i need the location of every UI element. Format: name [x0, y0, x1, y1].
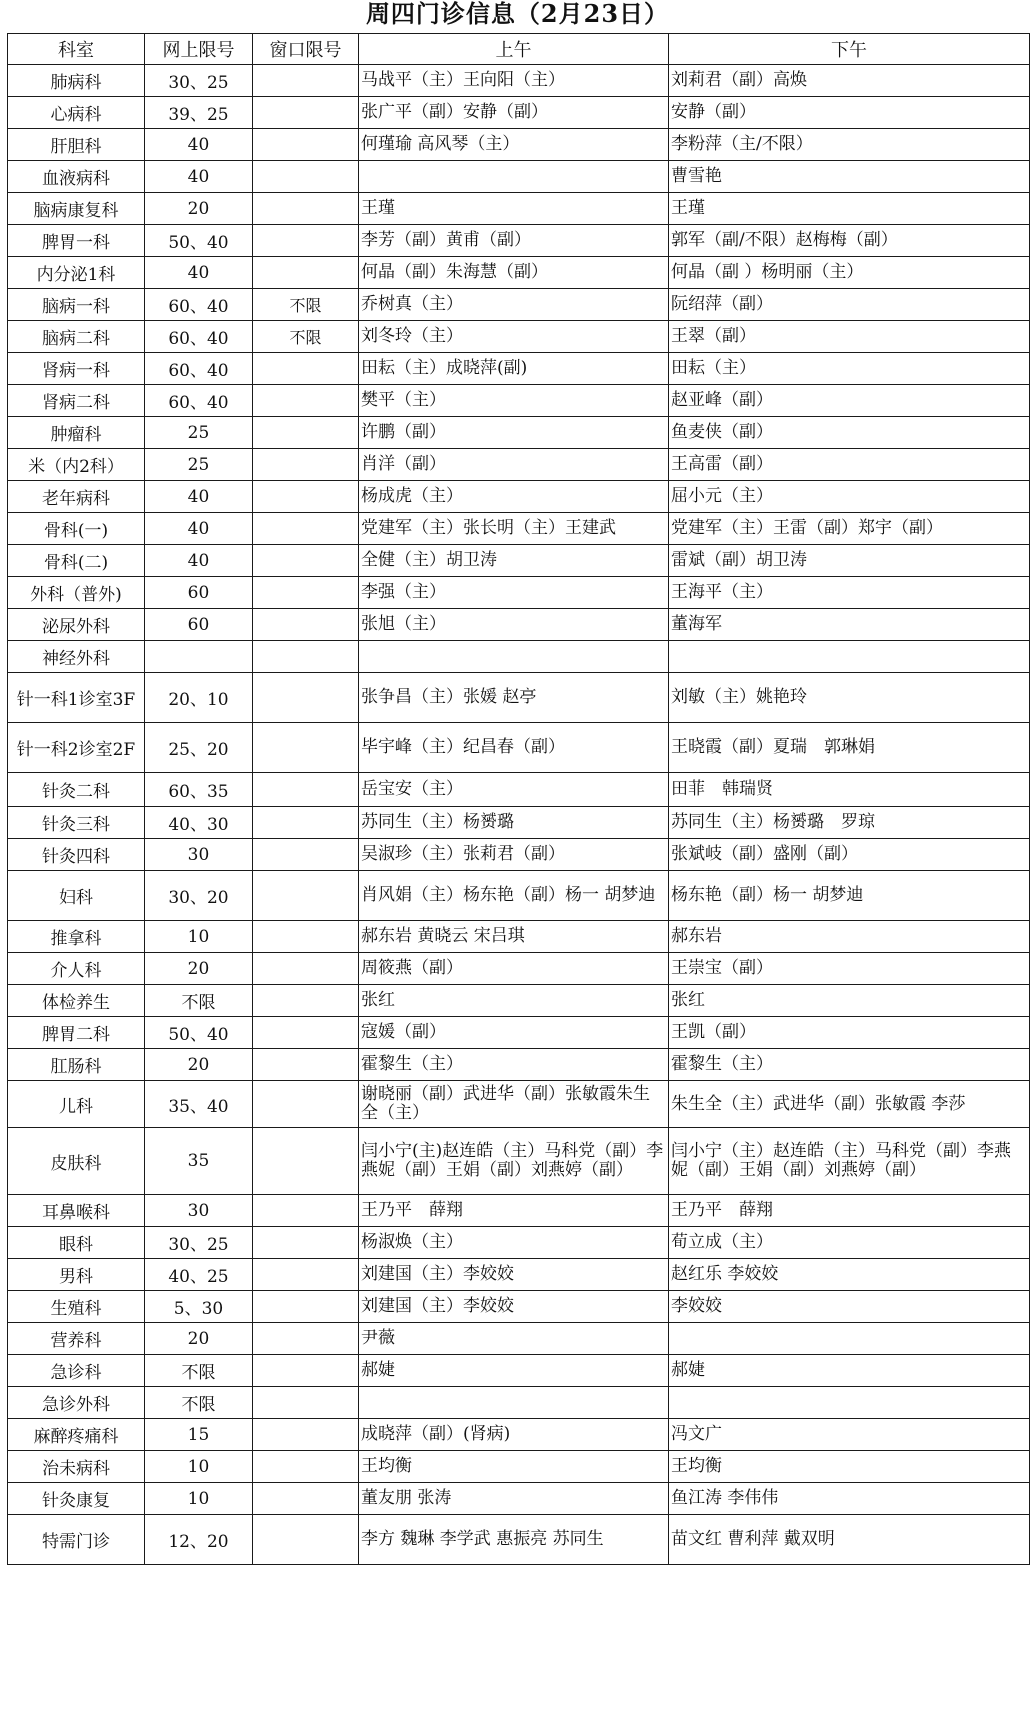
- online-cell: 5、30: [145, 1291, 253, 1323]
- dept-cell: 肾病一科: [8, 353, 145, 385]
- pm-cell: 赵亚峰（副）: [669, 385, 1030, 417]
- dept-cell: 皮肤科: [8, 1128, 145, 1195]
- window-cell: [253, 1515, 359, 1565]
- online-cell: 20: [145, 1323, 253, 1355]
- table-row: [8, 1323, 1030, 1355]
- online-cell: 10: [145, 1451, 253, 1483]
- window-cell: [253, 985, 359, 1017]
- table-row: [8, 1387, 1030, 1419]
- dept-cell: 骨科(二): [8, 545, 145, 577]
- table-row: [8, 871, 1030, 921]
- pm-cell: 刘敏（主）姚艳玲: [669, 673, 1030, 723]
- dept-cell: 心病科: [8, 97, 145, 129]
- am-cell: 吴淑珍（主）张莉君（副）: [359, 839, 669, 871]
- online-cell: 60: [145, 609, 253, 641]
- pm-cell: 王乃平 薛翔: [669, 1195, 1030, 1227]
- table-row: [8, 545, 1030, 577]
- window-cell: [253, 1483, 359, 1515]
- online-cell: 60、40: [145, 385, 253, 417]
- window-cell: [253, 161, 359, 193]
- window-cell: [253, 225, 359, 257]
- window-cell: [253, 1451, 359, 1483]
- dept-cell: 特需门诊: [8, 1515, 145, 1565]
- am-cell: 李芳（副）黄甫（副）: [359, 225, 669, 257]
- pm-cell: [669, 641, 1030, 673]
- pm-cell: 田菲 韩瑞贤: [669, 773, 1030, 807]
- window-cell: [253, 1081, 359, 1128]
- window-cell: [253, 1387, 359, 1419]
- pm-cell: 党建军（主）王雷（副）郑宇（副）: [669, 513, 1030, 545]
- dept-cell: 麻醉疼痛科: [8, 1419, 145, 1451]
- am-cell: 谢晓丽（副）武进华（副）张敏霞朱生全（主）: [359, 1081, 669, 1128]
- table-row: [8, 1451, 1030, 1483]
- pm-cell: 苗文红 曹利萍 戴双明: [669, 1515, 1030, 1565]
- pm-cell: 朱生全（主）武进华（副）张敏霞 李莎: [669, 1081, 1030, 1128]
- online-cell: 30、25: [145, 65, 253, 97]
- window-cell: [253, 577, 359, 609]
- table-row: [8, 193, 1030, 225]
- am-cell: 岳宝安（主）: [359, 773, 669, 807]
- table-row: [8, 385, 1030, 417]
- online-cell: 40: [145, 481, 253, 513]
- dept-cell: 泌尿外科: [8, 609, 145, 641]
- am-cell: 刘建国（主）李姣姣: [359, 1291, 669, 1323]
- table-row: [8, 1128, 1030, 1195]
- window-cell: [253, 545, 359, 577]
- pm-cell: 安静（副）: [669, 97, 1030, 129]
- pm-cell: 田耘（主）: [669, 353, 1030, 385]
- am-cell: 王瑾: [359, 193, 669, 225]
- online-cell: 40: [145, 129, 253, 161]
- pm-cell: 荀立成（主）: [669, 1227, 1030, 1259]
- pm-cell: 曹雪艳: [669, 161, 1030, 193]
- table-row: [8, 1017, 1030, 1049]
- window-cell: [253, 1323, 359, 1355]
- window-cell: [253, 65, 359, 97]
- am-cell: 成晓萍（副）(肾病): [359, 1419, 669, 1451]
- window-cell: [253, 921, 359, 953]
- table-row: [8, 161, 1030, 193]
- window-cell: 不限: [253, 289, 359, 321]
- table-row: [8, 1483, 1030, 1515]
- window-cell: [253, 1195, 359, 1227]
- table-row: [8, 921, 1030, 953]
- am-cell: 刘建国（主）李姣姣: [359, 1259, 669, 1291]
- am-cell: [359, 641, 669, 673]
- table-row: [8, 1195, 1030, 1227]
- online-cell: 25: [145, 449, 253, 481]
- online-cell: 30: [145, 839, 253, 871]
- am-cell: 闫小宁(主)赵连皓（主）马科党（副）李燕妮（副）王娟（副）刘燕婷（副）: [359, 1128, 669, 1195]
- dept-cell: 针一科2诊室2F: [8, 723, 145, 773]
- window-cell: [253, 257, 359, 289]
- am-cell: 王均衡: [359, 1451, 669, 1483]
- window-cell: [253, 953, 359, 985]
- dept-cell: 老年病科: [8, 481, 145, 513]
- table-row: [8, 1355, 1030, 1387]
- pm-cell: 王海平（主）: [669, 577, 1030, 609]
- pm-cell: 屈小元（主）: [669, 481, 1030, 513]
- pm-cell: 郭军（副/不限）赵梅梅（副）: [669, 225, 1030, 257]
- pm-cell: 杨东艳（副）杨一 胡梦迪: [669, 871, 1030, 921]
- dept-cell: 营养科: [8, 1323, 145, 1355]
- online-cell: 60: [145, 577, 253, 609]
- window-cell: [253, 417, 359, 449]
- dept-cell: 肺病科: [8, 65, 145, 97]
- dept-cell: 针一科1诊室3F: [8, 673, 145, 723]
- online-cell: 50、40: [145, 1017, 253, 1049]
- dept-cell: 肛肠科: [8, 1049, 145, 1081]
- am-cell: 肖洋（副）: [359, 449, 669, 481]
- header-dept: 科室: [8, 34, 145, 65]
- dept-cell: 眼科: [8, 1227, 145, 1259]
- dept-cell: 急诊外科: [8, 1387, 145, 1419]
- pm-cell: 王晓霞（副）夏瑞 郭琳娟: [669, 723, 1030, 773]
- dept-cell: 骨科(一): [8, 513, 145, 545]
- dept-cell: 急诊科: [8, 1355, 145, 1387]
- am-cell: 马战平（主）王向阳（主）: [359, 65, 669, 97]
- header-row: [8, 34, 1030, 65]
- am-cell: [359, 1387, 669, 1419]
- table-row: [8, 417, 1030, 449]
- dept-cell: 体检养生: [8, 985, 145, 1017]
- pm-cell: 董海军: [669, 609, 1030, 641]
- window-cell: [253, 641, 359, 673]
- pm-cell: [669, 1323, 1030, 1355]
- schedule-table: [7, 33, 1030, 1565]
- am-cell: 董友朋 张涛: [359, 1483, 669, 1515]
- table-row: [8, 1049, 1030, 1081]
- am-cell: 张红: [359, 985, 669, 1017]
- table-row: [8, 481, 1030, 513]
- pm-cell: 王瑾: [669, 193, 1030, 225]
- dept-cell: 肾病二科: [8, 385, 145, 417]
- pm-cell: 赵红乐 李姣姣: [669, 1259, 1030, 1291]
- online-cell: 60、40: [145, 289, 253, 321]
- pm-cell: 王凯（副）: [669, 1017, 1030, 1049]
- table-body: [8, 65, 1030, 1565]
- window-cell: [253, 807, 359, 839]
- dept-cell: 针灸四科: [8, 839, 145, 871]
- window-cell: [253, 513, 359, 545]
- dept-cell: 推拿科: [8, 921, 145, 953]
- dept-cell: 治未病科: [8, 1451, 145, 1483]
- dept-cell: 脑病一科: [8, 289, 145, 321]
- table-row: [8, 673, 1030, 723]
- table-row: [8, 513, 1030, 545]
- am-cell: 杨成虎（主）: [359, 481, 669, 513]
- dept-cell: 针灸二科: [8, 773, 145, 807]
- am-cell: 张争昌（主）张媛 赵亭: [359, 673, 669, 723]
- am-cell: 刘冬玲（主）: [359, 321, 669, 353]
- dept-cell: 男科: [8, 1259, 145, 1291]
- am-cell: 何晶（副）朱海慧（副）: [359, 257, 669, 289]
- pm-cell: 刘莉君（副）高焕: [669, 65, 1030, 97]
- online-cell: 15: [145, 1419, 253, 1451]
- table-row: [8, 1291, 1030, 1323]
- pm-cell: 阮绍萍（副）: [669, 289, 1030, 321]
- pm-cell: [669, 1387, 1030, 1419]
- am-cell: 霍黎生（主）: [359, 1049, 669, 1081]
- am-cell: 肖风娟（主）杨东艳（副）杨一 胡梦迪: [359, 871, 669, 921]
- table-row: [8, 577, 1030, 609]
- pm-cell: 李粉萍（主/不限）: [669, 129, 1030, 161]
- window-cell: [253, 481, 359, 513]
- window-cell: [253, 1049, 359, 1081]
- window-cell: [253, 1128, 359, 1195]
- table-row: [8, 97, 1030, 129]
- online-cell: 40: [145, 513, 253, 545]
- pm-cell: 王高雷（副）: [669, 449, 1030, 481]
- table-row: [8, 1227, 1030, 1259]
- table-row: [8, 1259, 1030, 1291]
- pm-cell: 张红: [669, 985, 1030, 1017]
- window-cell: [253, 1291, 359, 1323]
- online-cell: 30: [145, 1195, 253, 1227]
- online-cell: 20: [145, 953, 253, 985]
- am-cell: 苏同生（主）杨赟璐: [359, 807, 669, 839]
- pm-cell: 鱼麦侠（副）: [669, 417, 1030, 449]
- online-cell: 不限: [145, 985, 253, 1017]
- online-cell: 10: [145, 921, 253, 953]
- pm-cell: 李姣姣: [669, 1291, 1030, 1323]
- am-cell: 郝婕: [359, 1355, 669, 1387]
- window-cell: [253, 871, 359, 921]
- dept-cell: 脾胃二科: [8, 1017, 145, 1049]
- online-cell: 40: [145, 257, 253, 289]
- window-cell: [253, 1355, 359, 1387]
- am-cell: 张旭（主）: [359, 609, 669, 641]
- table-row: [8, 1419, 1030, 1451]
- pm-cell: 郝东岩: [669, 921, 1030, 953]
- page-title: 周四门诊信息（2月23日）: [365, 0, 670, 28]
- dept-cell: 针灸三科: [8, 807, 145, 839]
- online-cell: 40: [145, 545, 253, 577]
- online-cell: 50、40: [145, 225, 253, 257]
- table-row: [8, 225, 1030, 257]
- pm-cell: 王崇宝（副）: [669, 953, 1030, 985]
- pm-cell: 何晶（副 ）杨明丽（主）: [669, 257, 1030, 289]
- online-cell: 60、35: [145, 773, 253, 807]
- window-cell: [253, 129, 359, 161]
- online-cell: 12、20: [145, 1515, 253, 1565]
- online-cell: 不限: [145, 1355, 253, 1387]
- am-cell: 尹薇: [359, 1323, 669, 1355]
- window-cell: [253, 1259, 359, 1291]
- table-row: [8, 289, 1030, 321]
- pm-cell: 张斌岐（副）盛刚（副）: [669, 839, 1030, 871]
- dept-cell: 脾胃一科: [8, 225, 145, 257]
- table-row: [8, 1515, 1030, 1565]
- online-cell: 40: [145, 161, 253, 193]
- window-cell: [253, 723, 359, 773]
- online-cell: 60、40: [145, 321, 253, 353]
- window-cell: [253, 609, 359, 641]
- table-row: [8, 953, 1030, 985]
- table-row: [8, 65, 1030, 97]
- online-cell: 40、25: [145, 1259, 253, 1291]
- window-cell: [253, 1419, 359, 1451]
- pm-cell: 王翠（副）: [669, 321, 1030, 353]
- window-cell: [253, 193, 359, 225]
- pm-cell: 霍黎生（主）: [669, 1049, 1030, 1081]
- header-online-limit: 网上限号: [145, 34, 253, 65]
- dept-cell: 脑病二科: [8, 321, 145, 353]
- online-cell: 25、20: [145, 723, 253, 773]
- pm-cell: 冯文广: [669, 1419, 1030, 1451]
- dept-cell: 米（内2科）: [8, 449, 145, 481]
- dept-cell: 血液病科: [8, 161, 145, 193]
- window-cell: [253, 97, 359, 129]
- dept-cell: 儿科: [8, 1081, 145, 1128]
- table-row: [8, 641, 1030, 673]
- dept-cell: 耳鼻喉科: [8, 1195, 145, 1227]
- dept-cell: 脑病康复科: [8, 193, 145, 225]
- header-morning: 上午: [359, 34, 669, 65]
- am-cell: 杨淑焕（主）: [359, 1227, 669, 1259]
- table-row: [8, 609, 1030, 641]
- online-cell: 40、30: [145, 807, 253, 839]
- dept-cell: 外科（普外): [8, 577, 145, 609]
- table-row: [8, 321, 1030, 353]
- table-row: [8, 257, 1030, 289]
- online-cell: 20: [145, 193, 253, 225]
- table-row: [8, 839, 1030, 871]
- window-cell: [253, 449, 359, 481]
- am-cell: 毕宇峰（主）纪昌春（副）: [359, 723, 669, 773]
- am-cell: 周筱燕（副）: [359, 953, 669, 985]
- am-cell: 党建军（主）张长明（主）王建武: [359, 513, 669, 545]
- header-window-limit: 窗口限号: [253, 34, 359, 65]
- dept-cell: 生殖科: [8, 1291, 145, 1323]
- window-cell: [253, 353, 359, 385]
- table-row: [8, 129, 1030, 161]
- am-cell: 李强（主）: [359, 577, 669, 609]
- table-row: [8, 353, 1030, 385]
- am-cell: 全健（主）胡卫涛: [359, 545, 669, 577]
- dept-cell: 针灸康复: [8, 1483, 145, 1515]
- online-cell: 25: [145, 417, 253, 449]
- table-row: [8, 985, 1030, 1017]
- dept-cell: 肿瘤科: [8, 417, 145, 449]
- dept-cell: 肝胆科: [8, 129, 145, 161]
- online-cell: 10: [145, 1483, 253, 1515]
- online-cell: 35、40: [145, 1081, 253, 1128]
- online-cell: 35: [145, 1128, 253, 1195]
- am-cell: 樊平（主）: [359, 385, 669, 417]
- am-cell: 李方 魏琳 李学武 惠振亮 苏同生: [359, 1515, 669, 1565]
- online-cell: 60、40: [145, 353, 253, 385]
- am-cell: 郝东岩 黄晓云 宋吕琪: [359, 921, 669, 953]
- header-afternoon: 下午: [669, 34, 1030, 65]
- table-row: [8, 449, 1030, 481]
- window-cell: [253, 773, 359, 807]
- am-cell: 张广平（副）安静（副）: [359, 97, 669, 129]
- dept-cell: 内分泌1科: [8, 257, 145, 289]
- am-cell: 许鹏（副）: [359, 417, 669, 449]
- table-row: [8, 1081, 1030, 1128]
- dept-cell: 介人科: [8, 953, 145, 985]
- table-row: [8, 773, 1030, 807]
- pm-cell: 闫小宁（主）赵连皓（主）马科党（副）李燕妮（副）王娟（副）刘燕婷（副）: [669, 1128, 1030, 1195]
- am-cell: 田耘（主）成晓萍(副): [359, 353, 669, 385]
- am-cell: [359, 161, 669, 193]
- online-cell: 39、25: [145, 97, 253, 129]
- online-cell: 不限: [145, 1387, 253, 1419]
- pm-cell: 雷斌（副）胡卫涛: [669, 545, 1030, 577]
- window-cell: [253, 839, 359, 871]
- online-cell: 20、10: [145, 673, 253, 723]
- am-cell: 何瑾瑜 高风琴（主）: [359, 129, 669, 161]
- dept-cell: 妇科: [8, 871, 145, 921]
- online-cell: 20: [145, 1049, 253, 1081]
- online-cell: [145, 641, 253, 673]
- pm-cell: 王均衡: [669, 1451, 1030, 1483]
- dept-cell: 神经外科: [8, 641, 145, 673]
- window-cell: [253, 385, 359, 417]
- pm-cell: 鱼江涛 李伟伟: [669, 1483, 1030, 1515]
- am-cell: 王乃平 薛翔: [359, 1195, 669, 1227]
- am-cell: 乔树真（主）: [359, 289, 669, 321]
- table-row: [8, 807, 1030, 839]
- window-cell: [253, 673, 359, 723]
- online-cell: 30、20: [145, 871, 253, 921]
- window-cell: [253, 1227, 359, 1259]
- am-cell: 寇媛（副）: [359, 1017, 669, 1049]
- online-cell: 30、25: [145, 1227, 253, 1259]
- table-row: [8, 723, 1030, 773]
- pm-cell: 郝婕: [669, 1355, 1030, 1387]
- window-cell: [253, 1017, 359, 1049]
- pm-cell: 苏同生（主）杨赟璐 罗琼: [669, 807, 1030, 839]
- window-cell: 不限: [253, 321, 359, 353]
